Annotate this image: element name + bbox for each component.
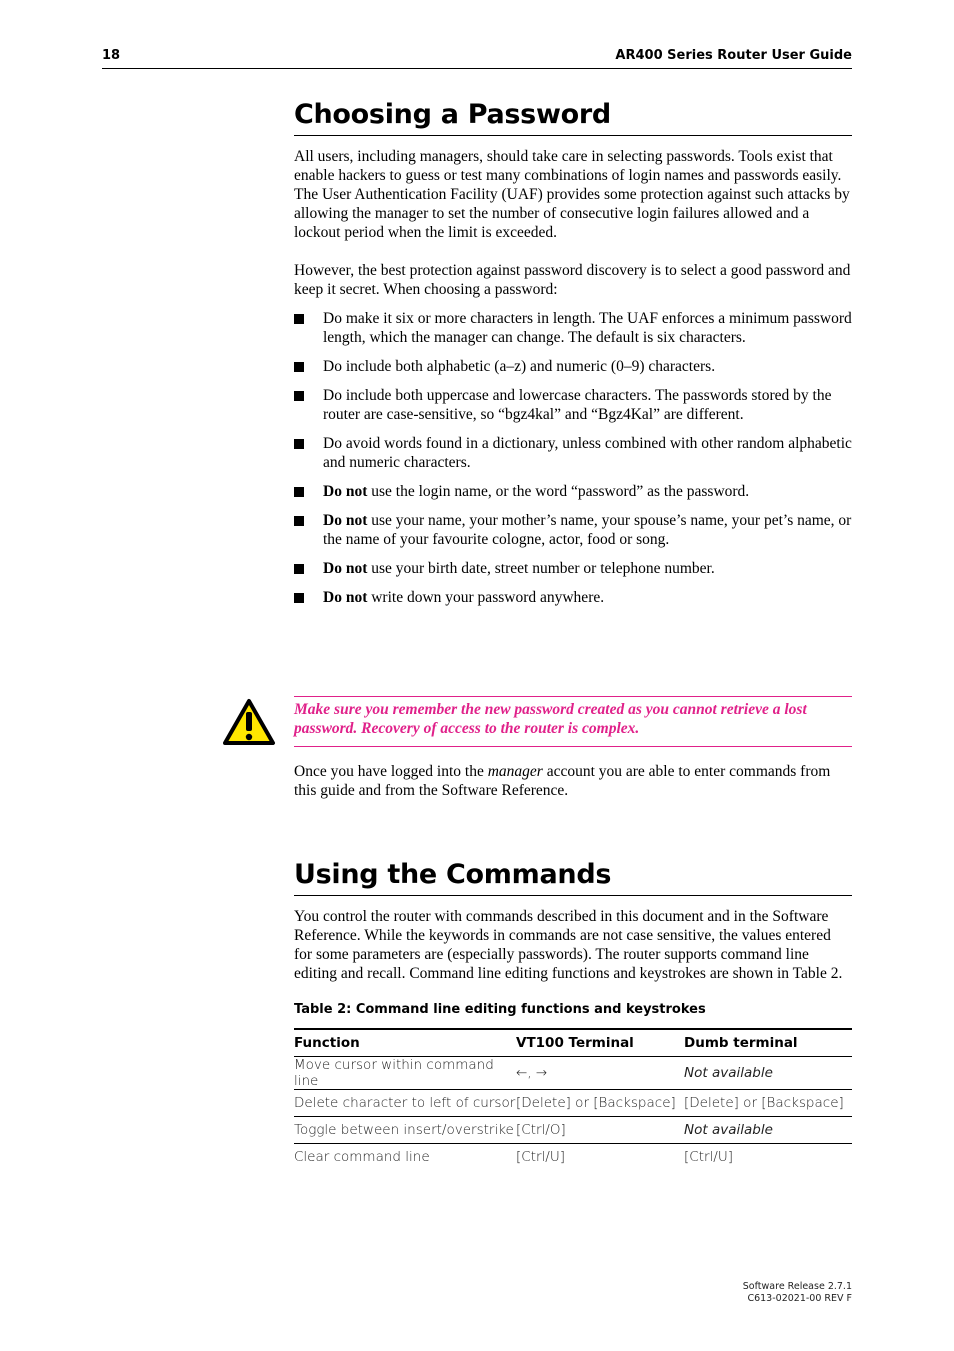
bullet-square-icon (294, 487, 304, 497)
password-rules-list (294, 309, 852, 607)
document-revision: C613-02021-00 REV F (747, 1293, 852, 1304)
list-item: Do not use your birth date, street number or telephone number. (294, 559, 852, 578)
page-header (102, 48, 852, 69)
table-cell: ←, → (516, 1057, 684, 1090)
warning-triangle-icon (222, 698, 276, 746)
list-item: Do not use your name, your mother’s name, your spouse’s name, your pet’s name, or the name of your favourite cologne, actor, food or song. (294, 511, 852, 549)
page-number: 18 (102, 48, 121, 63)
table-cell: [Delete] or [Backspace] (684, 1090, 852, 1117)
table-caption: Table 2: Command line editing functions and keystrokes (294, 1002, 706, 1017)
bullet-square-icon (294, 564, 304, 574)
table-cell: [Ctrl/U] (684, 1149, 733, 1165)
table-cell: Delete character to left of cursor (294, 1090, 516, 1117)
bullet-square-icon (294, 362, 304, 372)
command-editing-table (294, 1028, 852, 1170)
list-item: Do not write down your password anywhere. (294, 588, 852, 607)
table-cell: [Ctrl/O] (516, 1117, 684, 1144)
list-item: Do include both uppercase and lowercase characters. The passwords stored by the router are case-sensitive, so “bgz4kal” and “Bgz4Kal” are different. (294, 386, 852, 424)
manager-account-paragraph: Once you have logged into the manager account you are able to enter commands from this guide and from the Software Reference. (294, 763, 831, 799)
column-header-dumb: Dumb terminal (684, 1029, 852, 1057)
guide-title: AR400 Series Router User Guide (615, 48, 852, 63)
table-cell: Toggle between insert/overstrike (294, 1117, 516, 1144)
table-row (294, 1057, 852, 1090)
bullet-square-icon (294, 516, 304, 526)
bullet-square-icon (294, 391, 304, 401)
password-intro-paragraph: All users, including managers, should take care in selecting passwords. Tools exist that enable hackers to guess or test many combinations of login names and passwords easily. The User Authentication Facility (UAF) provides some protection against such attacks by allowing the manager to set the number of consecutive login failures allowed and a lockout period when the limit is exceeded. (294, 148, 850, 241)
table-cell: [Ctrl/U] (516, 1149, 565, 1165)
commands-intro-paragraph: You control the router with commands described in this document and in the Software Reference. While the keywords in commands are not case sensitive, the values entered for some parameters are (especially passwords). The router supports command line editing and recall. Command line editing functions and keystrokes are shown in Table 2. (294, 908, 843, 982)
page-footer (743, 1281, 852, 1305)
section-title-password: Choosing a Password (294, 98, 852, 136)
software-release: Software Release 2.7.1 (742, 1281, 852, 1292)
password-protection-paragraph: However, the best protection against password discovery is to select a good password and keep it secret. When choosing a password: (294, 262, 851, 298)
manager-italic: manager (487, 763, 543, 780)
section-using-commands (294, 858, 852, 1170)
table-cell: [Delete] or [Backspace] (516, 1090, 684, 1117)
table-row (294, 1144, 852, 1171)
table-cell: Not available (684, 1117, 852, 1144)
section-choosing-password (294, 98, 852, 617)
column-header-function: Function (294, 1029, 516, 1057)
manager-account-note (294, 762, 852, 800)
section-title-commands: Using the Commands (294, 858, 852, 896)
list-item: Do not use the login name, or the word “password” as the password. (294, 482, 852, 501)
table-header-row (294, 1029, 852, 1057)
table-cell: Not available (684, 1057, 852, 1090)
list-item: Do avoid words found in a dictionary, unless combined with other random alphabetic and numeric characters. (294, 434, 852, 472)
table-row (294, 1090, 852, 1117)
warning-text: Make sure you remember the new password created as you cannot retrieve a lost password. Recovery of access to the router is complex. (294, 701, 807, 737)
warning-note (294, 696, 852, 747)
table-cell: Move cursor within command line (294, 1057, 516, 1090)
bullet-square-icon (294, 439, 304, 449)
bullet-square-icon (294, 314, 304, 324)
column-header-vt100: VT100 Terminal (516, 1029, 684, 1057)
bullet-square-icon (294, 593, 304, 603)
list-item: Do make it six or more characters in length. The UAF enforces a minimum password length, which the manager can change. The default is six characters. (294, 309, 852, 347)
table-cell: Clear command line (294, 1149, 430, 1165)
table-row (294, 1117, 852, 1144)
list-item: Do include both alphabetic (a–z) and numeric (0–9) characters. (294, 357, 852, 376)
